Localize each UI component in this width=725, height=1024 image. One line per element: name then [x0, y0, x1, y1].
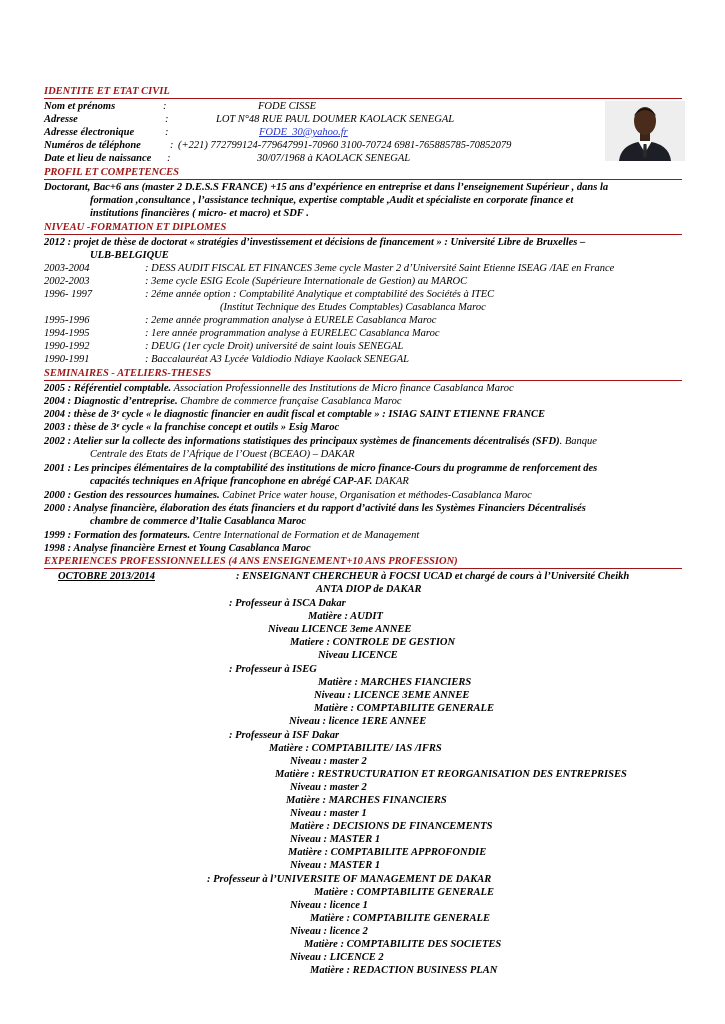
teaching-level: Niveau : master 2: [290, 756, 367, 767]
seminaire-title: 2005 : Référentiel comptable.: [44, 383, 172, 394]
value-name: FODE CISSE: [258, 101, 317, 112]
label-name: Nom et prénoms: [44, 101, 116, 112]
seminaire-item: [44, 542, 311, 555]
seminaire-item: [90, 448, 355, 461]
seminaire-detail: DAKAR: [372, 476, 409, 487]
section-heading-formation: NIVEAU -FORMATION ET DIPLOMES: [44, 221, 682, 235]
teaching-subject: Matière : MARCHES FINANCIERS: [286, 795, 447, 806]
teaching-institution: : Professeur à ISCA Dakar: [229, 598, 346, 609]
seminaire-item: [90, 515, 306, 528]
teaching-subject: Matière : MARCHES FIANCIERS: [318, 677, 472, 688]
teaching-subject: Matière : COMPTABILITE DES SOCIETES: [304, 939, 502, 950]
teaching-level: Niveau LICENCE 3eme ANNEE: [268, 624, 412, 635]
formation-text: (Institut Technique des Etudes Comptables) Casablanca Maroc: [220, 302, 486, 313]
seminaire-title: 2004 : Diagnostic d’entreprise.: [44, 396, 178, 407]
seminaire-item: [44, 529, 419, 542]
sep-birth: :: [167, 153, 171, 164]
formation-text: : DESS AUDIT FISCAL ET FINANCES 3eme cycle Master 2 d’Université Saint Etienne ISEAG /IAE en France: [145, 263, 615, 274]
formation-year: 1990-1992: [44, 341, 90, 352]
seminaire-detail: Centre International de Formation et de Management: [190, 530, 420, 541]
teaching-subject: Matière : COMPTABILITE APPROFONDIE: [288, 847, 487, 858]
formation-text: : DEUG (1er cycle Droit) université de saint louis SENEGAL: [145, 341, 404, 352]
teaching-institution: : Professeur à ISEG: [229, 664, 317, 675]
seminaire-title: 2002 : Atelier sur la collecte des informations statistiques des principaux systèmes de financements décentralisés (SFD): [44, 436, 560, 447]
section-heading-seminaires: SEMINAIRES - ATELIERS-THESES: [44, 367, 682, 381]
profile-photo: [605, 101, 685, 161]
value-phone: (+221) 772799124-779647991-70960 3100-70724 6981-765885785-70852079: [178, 140, 512, 151]
value-address: LOT N°48 RUE PAUL DOUMER KAOLACK SENEGAL: [216, 114, 455, 125]
label-email: Adresse électronique: [44, 127, 135, 138]
seminaire-detail: Centrale des Etats de l’Afrique de l’Ouest (BCEAO) – DAKAR: [90, 449, 355, 460]
teaching-level: Niveau : MASTER 1: [290, 834, 381, 845]
formation-year: 1995-1996: [44, 315, 90, 326]
teaching-subject: Matière : RESTRUCTURATION ET REORGANISATION DES ENTREPRISES: [275, 769, 627, 780]
seminaire-title: 2001 : Les principes élémentaires de la comptabilité des institutions de micro finance-Cours du programme de renforcement des: [44, 463, 598, 474]
seminaire-title: capacités techniques en Afrique francophone en abrégé CAP-AF.: [90, 476, 373, 487]
teaching-level: Niveau : licence 1: [290, 900, 368, 911]
seminaire-item: [44, 502, 586, 515]
seminaire-item: [90, 475, 409, 488]
formation-text: : 2éme année option : Comptabilité Analytique et comptabilité des Sociétés à ITEC: [145, 289, 495, 300]
sep-name: :: [163, 101, 167, 112]
seminaire-item: [44, 421, 339, 434]
teaching-level: Niveau : licence 2: [290, 926, 368, 937]
seminaire-detail: Association Professionnelle des Institutions de Micro finance Casablanca Maroc: [171, 383, 514, 394]
thesis-project-line: ULB-BELGIQUE: [90, 250, 169, 261]
profil-line: formation ,consultance , l’assistance technique, expertise comptable ,Audit et spécialiste en corporate finance et: [90, 195, 574, 206]
teaching-subject: Matière : COMPTABILITE/ IAS /IFRS: [269, 743, 442, 754]
email-link[interactable]: FODE_30@yahoo.fr: [259, 127, 348, 138]
section-heading-profil: PROFIL ET COMPETENCES: [44, 166, 682, 180]
teaching-institution: : Professeur à l’UNIVERSITE OF MANAGEMENT DE DAKAR: [207, 874, 492, 885]
formation-year: 2003-2004: [44, 263, 90, 274]
teaching-level: Niveau LICENCE: [318, 650, 398, 661]
seminaire-title: 2004 : thèse de 3ᵉ cycle « le diagnostic financier en audit fiscal et comptable » : ISIAG SAINT ETIENNE FRANCE: [44, 409, 546, 420]
profil-line: institutions financières ( micro- et macro) et SDF .: [90, 208, 309, 219]
teaching-level: Niveau : MASTER 1: [290, 860, 381, 871]
seminaire-title: 2000 : Gestion des ressources humaines.: [44, 490, 220, 501]
seminaire-title: 1999 : Formation des formateurs.: [44, 530, 191, 541]
seminaire-item: [44, 489, 532, 502]
sep-phone: :: [170, 140, 174, 151]
teaching-subject: Matière : DECISIONS DE FINANCEMENTS: [290, 821, 493, 832]
formation-text: : 3eme cycle ESIG Ecole (Supérieure Internationale de Gestion) au MAROC: [145, 276, 468, 287]
teaching-subject: Matière : COMPTABILITE GENERALE: [314, 703, 494, 714]
formation-year: 1994-1995: [44, 328, 90, 339]
teaching-institution: : Professeur à ISF Dakar: [229, 730, 340, 741]
sep-address: :: [165, 114, 169, 125]
teaching-level: Niveau : master 1: [290, 808, 367, 819]
formation-text: : Baccalauréat A3 Lycée Valdiodio Ndiaye Kaolack SENEGAL: [145, 354, 409, 365]
section-heading-identite: IDENTITE ET ETAT CIVIL: [44, 85, 682, 99]
label-phone: Numéros de téléphone: [44, 140, 141, 151]
experience-role-line: ANTA DIOP de DAKAR: [316, 584, 422, 595]
section-heading-experiences: EXPERIENCES PROFESSIONNELLES (4 ANS ENSEIGNEMENT+10 ANS PROFESSION): [44, 555, 682, 569]
seminaire-title: 1998 : Analyse financière Ernest et Young Casablanca Maroc: [44, 543, 311, 554]
teaching-subject: Matière : COMPTABILITE GENERALE: [314, 887, 494, 898]
teaching-subject: Matiere : CONTROLE DE GESTION: [290, 637, 456, 648]
seminaire-item: [44, 395, 402, 408]
seminaire-item: [44, 462, 597, 475]
person-portrait-icon: [605, 101, 685, 161]
seminaire-detail: Cabinet Price water house, Organisation et méthodes-Casablanca Maroc: [219, 490, 532, 501]
sep-email: :: [165, 127, 169, 138]
profil-line: Doctorant, Bac+6 ans (master 2 D.E.S.S FRANCE) +15 ans d’expérience en entreprise et dans l’enseignement Supérieur , dans la: [44, 182, 609, 193]
seminaire-title: chambre de commerce d’Italie Casablanca Maroc: [90, 516, 307, 527]
teaching-level: Niveau : LICENCE 3EME ANNEE: [314, 690, 470, 701]
seminaire-item: [44, 382, 514, 395]
value-birth: 30/07/1968 à KAOLACK SENEGAL: [257, 153, 411, 164]
seminaire-item: [44, 408, 545, 421]
thesis-project-line: 2012 : projet de thèse de doctorat « stratégies d’investissement et décisions de financement » : Université Libre de Bruxelles –: [44, 237, 586, 248]
teaching-level: Niveau : master 2: [290, 782, 367, 793]
seminaire-detail: Chambre de commerce française Casablanca Maroc: [177, 396, 402, 407]
seminaire-title: 2003 : thèse de 3ᵉ cycle « la franchise concept et outils » Esig Maroc: [44, 422, 340, 433]
teaching-subject: Matière : REDACTION BUSINESS PLAN: [310, 965, 498, 976]
formation-year: 1990-1991: [44, 354, 90, 365]
experience-period: OCTOBRE 2013/2014: [58, 571, 155, 582]
teaching-level: Niveau : licence 1ERE ANNEE: [289, 716, 427, 727]
teaching-subject: Matière : AUDIT: [308, 611, 383, 622]
seminaire-detail: . Banque: [559, 436, 597, 447]
seminaire-item: [44, 435, 597, 448]
label-birth: Date et lieu de naissance: [44, 153, 152, 164]
label-address: Adresse: [44, 114, 78, 125]
seminaire-title: 2000 : Analyse financière, élaboration des états financiers et du rapport d’activité dans les Systèmes Financiers Décentralisés: [44, 503, 586, 514]
teaching-subject: Matière : COMPTABILITE GENERALE: [310, 913, 490, 924]
experience-role-line: : ENSEIGNANT CHERCHEUR à FOCSI UCAD et chargé de cours à l’Université Cheikh: [236, 571, 630, 582]
formation-year: 1996- 1997: [44, 289, 93, 300]
formation-text: : 1ere année programmation analyse à EURELEC Casablanca Maroc: [145, 328, 440, 339]
formation-text: : 2eme année programmation analyse à EURELE Casablanca Maroc: [145, 315, 437, 326]
formation-year: 2002-2003: [44, 276, 90, 287]
teaching-level: Niveau : LICENCE 2: [290, 952, 384, 963]
